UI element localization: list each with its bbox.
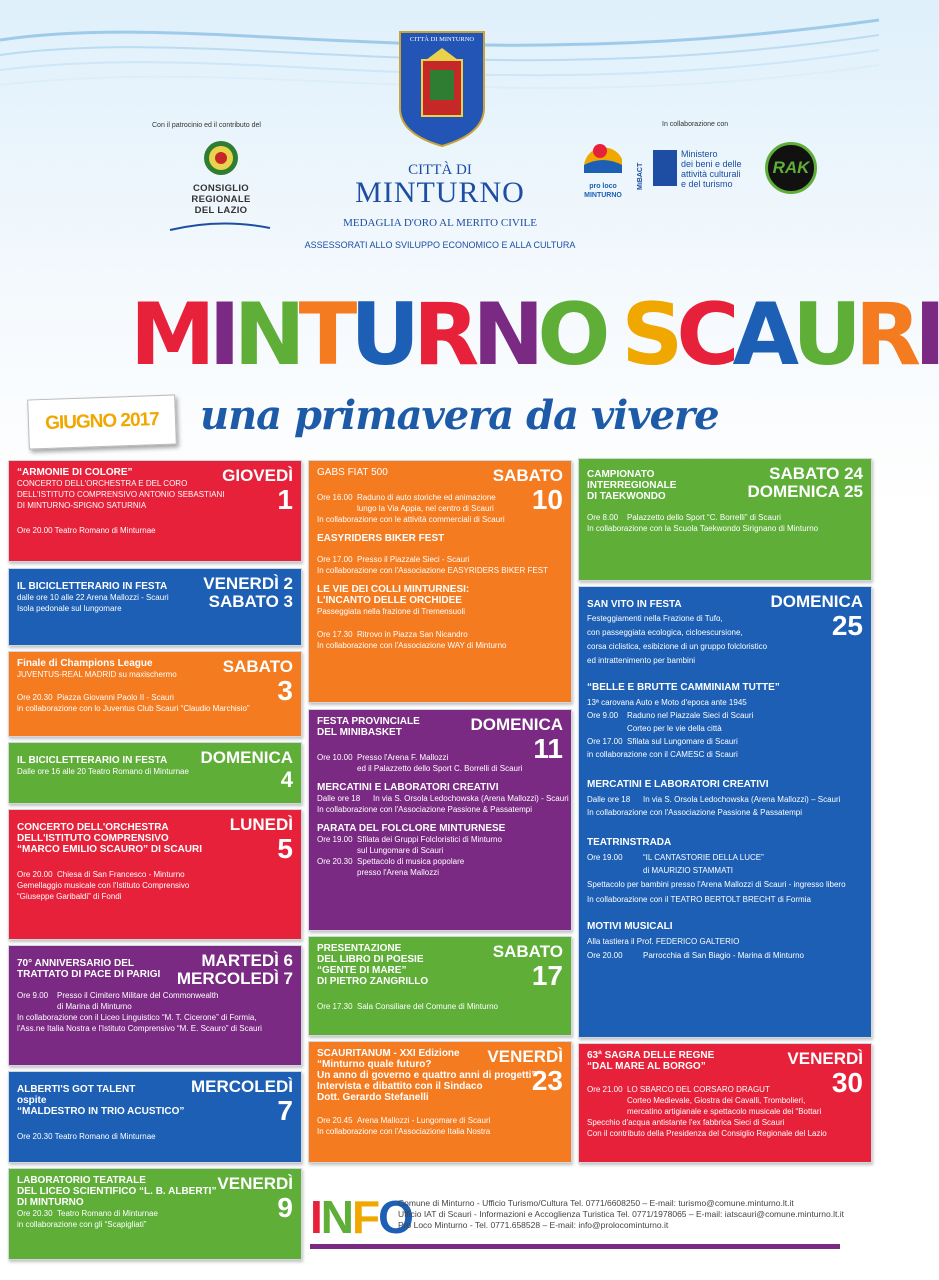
event-time: Ore 20.30 bbox=[17, 693, 53, 702]
event-time: Ore 10.00 bbox=[317, 753, 353, 762]
event-title: IL BICICLETTERARIO IN FESTA bbox=[17, 755, 168, 766]
crest-caption: CITTÀ DI MINTURNO bbox=[409, 36, 475, 43]
event-day bbox=[470, 716, 563, 764]
event-title: LABORATORIO TEATRALE bbox=[17, 1175, 146, 1186]
day-label: VENERDÌ bbox=[787, 1049, 863, 1068]
event-title: DELL'ISTITUTO COMPRENSIVO bbox=[17, 833, 169, 844]
day-label: DOMENICA 25 bbox=[747, 482, 863, 501]
proloco-text: pro loco MINTURNO bbox=[584, 183, 622, 199]
event-time: Ore 20.45 bbox=[317, 1116, 353, 1125]
event-card-11 bbox=[308, 709, 572, 931]
event-day bbox=[230, 816, 293, 864]
event-title: TRATTATO DI PACE DI PARIGI bbox=[17, 969, 161, 980]
event-day bbox=[222, 467, 293, 515]
info-line-2: Ufficio IAT di Scauri - Informazioni e Accoglienza Turistica Tel. 0771/1978065 – E-mail: iatscauri@comune.minturno.lt.it bbox=[398, 1209, 844, 1219]
collaboration-caption: In collaborazione con bbox=[662, 121, 729, 128]
event-text: Ore 20.00 Teatro Romano di Minturnae bbox=[17, 526, 156, 535]
event-title: EASYRIDERS BIKER FEST bbox=[317, 533, 445, 544]
event-title: GABS FIAT 500 bbox=[317, 467, 388, 478]
event-card-4 bbox=[8, 742, 302, 804]
event-time: Ore 8.00 bbox=[587, 513, 619, 522]
crest-shield-icon bbox=[396, 30, 488, 148]
event-title: Dott. Gerardo Stefanelli bbox=[317, 1092, 429, 1103]
day-number: 17 bbox=[531, 960, 563, 991]
event-time: Dalle ore 18 bbox=[317, 794, 361, 803]
event-card-5 bbox=[8, 809, 302, 940]
event-text: dalle ore 10 alle 22 Arena Mallozzi - Scauri bbox=[17, 593, 169, 602]
event-time: Ore 19.00 bbox=[587, 853, 623, 862]
title-letter: S bbox=[621, 285, 677, 385]
event-text: In collaborazione con l'Associazione EASYRIDERS BIKER FEST bbox=[317, 566, 548, 575]
title-letter: T bbox=[298, 285, 351, 385]
title-letter: C bbox=[676, 285, 733, 385]
event-day bbox=[177, 952, 293, 988]
city-name: MINTURNO bbox=[355, 176, 525, 209]
day-number: 25 bbox=[831, 610, 863, 641]
event-title: ospite bbox=[17, 1095, 47, 1106]
event-title: 70° ANNIVERSARIO DEL bbox=[17, 958, 134, 969]
lazio-emblem-icon bbox=[190, 137, 252, 179]
event-text: DI MINTURNO-SPIGNO SATURNIA bbox=[17, 501, 147, 510]
event-time: Ore 20.00 bbox=[17, 870, 53, 879]
event-text: Passeggiata nella frazione di Tremensuoli bbox=[317, 607, 466, 616]
event-text: CONCERTO DELL'ORCHESTRA E DEL CORO bbox=[17, 479, 188, 488]
title-letter: M bbox=[130, 285, 209, 385]
title-letter: I bbox=[208, 285, 234, 385]
event-text: Parrocchia di San Biagio - Marina di Minturno bbox=[643, 951, 804, 960]
event-time: Ore 17.00 bbox=[317, 555, 353, 564]
event-text: Specchio d'acqua antistante l'ex fabbrica Sieci di Scauri bbox=[587, 1118, 785, 1127]
lazio-text-3: DEL LAZIO bbox=[194, 205, 248, 216]
title-letter: R bbox=[413, 285, 473, 385]
event-text: Raduno nel Piazzale Sieci di Scauri bbox=[627, 711, 754, 720]
event-text: sul Lungomare di Scauri bbox=[357, 846, 444, 855]
event-day bbox=[493, 943, 563, 991]
event-time: Ore 20.30 bbox=[17, 1209, 53, 1218]
event-text: In via S. Orsola Ledochowska (Arena Mallozzi) – Scauri bbox=[643, 795, 841, 804]
event-time: Ore 20.30 bbox=[317, 857, 353, 866]
event-text: Arena Mallozzi - Lungomare di Scauri bbox=[357, 1116, 491, 1125]
day-number: 1 bbox=[277, 484, 293, 515]
event-text: in collaborazione con gli “Scapigliati” bbox=[17, 1220, 147, 1229]
event-text: Gemellaggio musicale con l'Istituto Comprensivo bbox=[17, 881, 190, 890]
info-footer bbox=[310, 1192, 860, 1250]
day-number: 11 bbox=[533, 733, 563, 764]
lazio-text-1: CONSIGLIO bbox=[192, 183, 249, 194]
event-title: MOTIVI MUSICALI bbox=[587, 921, 673, 932]
event-title: LE VIE DEI COLLI MINTURNESI: bbox=[317, 584, 470, 595]
event-text: Presso il Piazzale Sieci - Scauri bbox=[357, 555, 470, 564]
event-text: Sala Consiliare del Comune di Minturno bbox=[357, 1002, 498, 1011]
mibact-text-3: attività culturali bbox=[681, 169, 741, 179]
day-label: LUNEDÌ bbox=[229, 815, 293, 834]
event-text: presso l'Arena Mallozzi bbox=[357, 868, 440, 877]
day-number: 9 bbox=[277, 1192, 293, 1223]
event-time: Ore 17.30 bbox=[317, 1002, 353, 1011]
event-title: MERCATINI E LABORATORI CREATIVI bbox=[587, 779, 769, 790]
event-title: Un anno di governo e quattro anni di progetti” bbox=[317, 1070, 537, 1081]
event-text: Chiesa di San Francesco - Minturno bbox=[57, 870, 185, 879]
event-title: “MARCO EMILIO SCAURO” DI SCAURI bbox=[17, 844, 202, 855]
event-text: Corteo Medievale, Giostra dei Cavalli, Trombolieri, bbox=[627, 1096, 806, 1105]
event-text: Presso l'Arena F. Mallozzi bbox=[357, 753, 449, 762]
title-letter: N bbox=[233, 285, 299, 385]
event-title: TEATRINSTRADA bbox=[587, 837, 672, 848]
event-text: l'Ass.ne Italia Nostra e l'Istituto Comprensivo “M. E. Scauro” di Scauri bbox=[17, 1024, 262, 1033]
day-label: MERCOLEDÌ bbox=[191, 1077, 293, 1096]
event-title: IL BICICLETTERARIO IN FESTA bbox=[17, 581, 168, 592]
event-day bbox=[217, 1175, 293, 1223]
info-label: INFO bbox=[310, 1191, 412, 1243]
event-text: Raduno di auto storiche ed animazione bbox=[357, 493, 496, 502]
event-time: Ore 17.30 bbox=[317, 630, 353, 639]
main-title bbox=[130, 280, 939, 390]
event-card-10 bbox=[308, 460, 572, 703]
title-letter: U bbox=[350, 285, 414, 385]
event-title: “Minturno quale futuro? bbox=[317, 1059, 432, 1070]
event-title: Intervista e dibattito con il Sindaco bbox=[317, 1081, 483, 1092]
title-letter: U bbox=[792, 285, 855, 385]
event-title: “GENTE DI MARE” bbox=[317, 965, 407, 976]
event-text: In collaborazione con il Liceo Linguistico “M. T. Cicerone” di Formia, bbox=[17, 1013, 257, 1022]
event-day bbox=[493, 467, 563, 515]
event-text: Ore 20.30 Teatro Romano di Minturnae bbox=[17, 1132, 156, 1141]
day-label: DOMENICA bbox=[200, 748, 293, 767]
lazio-logo bbox=[190, 137, 252, 179]
event-title: “MALDESTRO IN TRIO ACUSTICO” bbox=[17, 1106, 185, 1117]
mibact-text bbox=[681, 149, 742, 189]
day-label: SABATO 3 bbox=[208, 592, 293, 611]
day-number: 5 bbox=[277, 833, 293, 864]
event-text: In via S. Orsola Ledochowska (Arena Mallozzi) - Scauri bbox=[373, 794, 569, 803]
event-time: Ore 21.00 bbox=[587, 1085, 623, 1094]
day-label: MERCOLEDÌ 7 bbox=[176, 969, 293, 988]
mibact-abbr: MiBACT bbox=[637, 162, 644, 190]
event-day bbox=[223, 658, 293, 706]
event-day bbox=[747, 465, 863, 501]
event-title: MERCATINI E LABORATORI CREATIVI bbox=[317, 782, 499, 793]
day-label: GIOVEDÌ bbox=[222, 466, 293, 485]
event-text: Sfilata dei Gruppi Folcloristici di Minturno bbox=[357, 835, 502, 844]
mibact-text-4: e del turismo bbox=[681, 179, 733, 189]
event-text: In collaborazione con le attività commerciali di Scauri bbox=[317, 515, 505, 524]
info-line-3: Pro Loco Minturno - Tel. 0771.658528 – E-mail: info@prolocominturno.it bbox=[398, 1220, 669, 1230]
event-title: DEL MINIBASKET bbox=[317, 727, 402, 738]
title-letter: I bbox=[914, 285, 939, 385]
event-card-9 bbox=[8, 1168, 302, 1260]
event-title: CAMPIONATO bbox=[587, 469, 655, 480]
event-text: Spettacolo di musica popolare bbox=[357, 857, 465, 866]
event-text: Presso il Cimitero Militare del Commonwealth bbox=[57, 991, 219, 1000]
event-title: FESTA PROVINCIALE bbox=[317, 716, 420, 727]
event-card-1 bbox=[8, 460, 302, 562]
event-text: di Marina di Minturno bbox=[57, 1002, 132, 1011]
event-text: lungo la Via Appia, nel centro di Scauri bbox=[357, 504, 494, 513]
event-text: con passeggiata ecologica, cicloescursione, bbox=[587, 628, 743, 637]
event-text: di MAURIZIO STAMMATI bbox=[643, 866, 733, 875]
event-text: Alla tastiera il Prof. FEDERICO GALTERIO bbox=[587, 937, 740, 946]
info-line-1: Comune di Minturno - Ufficio Turismo/Cultura Tel. 0771/6608250 – E-mail: turismo@comune.minturno.lt.it bbox=[398, 1198, 794, 1208]
event-text: Dalle ore 16 alle 20 Teatro Romano di Minturnae bbox=[17, 767, 189, 776]
event-title: PARATA DEL FOLCLORE MINTURNESE bbox=[317, 823, 506, 834]
mibact-emblem-icon bbox=[653, 150, 677, 186]
event-text: 13ª carovana Auto e Moto d'epoca ante 1945 bbox=[587, 698, 747, 707]
event-text: ed il Palazzetto dello Sport C. Borrelli di Scauri bbox=[357, 764, 523, 773]
event-day bbox=[770, 593, 863, 641]
day-number: 30 bbox=[831, 1067, 863, 1098]
day-number: 23 bbox=[531, 1065, 563, 1096]
event-text: Teatro Romano di Minturnae bbox=[57, 1209, 158, 1218]
event-title: L'INCANTO DELLE ORCHIDEE bbox=[317, 595, 462, 606]
event-time: Ore 19.00 bbox=[317, 835, 353, 844]
lazio-text-2: REGIONALE bbox=[191, 194, 251, 205]
event-time: Ore 9.00 bbox=[587, 711, 619, 720]
event-text: In collaborazione con il TEATRO BERTOLT BRECHT di Formia bbox=[587, 895, 811, 904]
day-label: SABATO 24 bbox=[769, 464, 863, 483]
day-label: DOMENICA bbox=[770, 592, 863, 611]
event-text: Palazzetto dello Sport “C. Borrelli” di Scauri bbox=[627, 513, 781, 522]
day-label: VENERDÌ bbox=[487, 1047, 563, 1066]
title-letter: N bbox=[472, 285, 538, 385]
rak-logo: RAK bbox=[765, 142, 817, 194]
city-departments: ASSESSORATI ALLO SVILUPPO ECONOMICO E ALLA CULTURA bbox=[304, 240, 576, 250]
event-text: In collaborazione con l'Associazione Passione & Passatempi bbox=[587, 808, 802, 817]
event-text: corsa ciclistica, esibizione di un gruppo folcloristico bbox=[587, 642, 768, 651]
event-title: INTERREGIONALE bbox=[587, 480, 677, 491]
event-card-30 bbox=[578, 1043, 872, 1163]
event-title: “DAL MARE AL BORGO” bbox=[587, 1061, 706, 1072]
day-label: VENERDÌ 2 bbox=[203, 574, 293, 593]
event-title: DI MINTURNO bbox=[17, 1197, 84, 1208]
event-text: mercatino artigianale e spettacolo musicale dei “Bottari bbox=[627, 1107, 822, 1116]
event-title: DEL LIBRO DI POESIE bbox=[317, 954, 424, 965]
event-day bbox=[487, 1048, 563, 1096]
event-title: Finale di Champions League bbox=[17, 658, 153, 669]
event-time: Ore 16.00 bbox=[317, 493, 353, 502]
event-text: In collaborazione con l'Associazione Italia Nostra bbox=[317, 1127, 491, 1136]
day-number: 3 bbox=[277, 675, 293, 706]
event-time: Ore 17.00 bbox=[587, 737, 623, 746]
event-title: DI PIETRO ZANGRILLO bbox=[317, 976, 429, 987]
proloco-logo bbox=[578, 135, 628, 199]
event-title: “BELLE E BRUTTE CAMMINIAM TUTTE” bbox=[587, 682, 780, 693]
event-card-7 bbox=[8, 1071, 302, 1163]
event-title: DEL LICEO SCIENTIFICO “L. B. ALBERTI” bbox=[17, 1186, 217, 1197]
event-day bbox=[203, 575, 293, 611]
event-text: JUVENTUS-REAL MADRID su maxischermo bbox=[17, 670, 177, 679]
event-time: Ore 9.00 bbox=[17, 991, 49, 1000]
event-time: Dalle ore 18 bbox=[587, 795, 631, 804]
title-letter: R bbox=[854, 285, 915, 385]
event-card-23 bbox=[308, 1041, 572, 1163]
event-text: Piazza Giovanni Paolo II - Scauri bbox=[57, 693, 174, 702]
event-text: ed intrattenimento per bambini bbox=[587, 656, 696, 665]
event-text: “IL CANTASTORIE DELLA LUCE” bbox=[643, 853, 764, 862]
event-title: SAN VITO IN FESTA bbox=[587, 599, 682, 610]
event-card-6 bbox=[8, 945, 302, 1066]
city-line-1: CITTÀ DI bbox=[408, 162, 472, 178]
event-time: Ore 20.00 bbox=[587, 951, 623, 960]
city-medal: MEDAGLIA D'ORO AL MERITO CIVILE bbox=[343, 217, 537, 229]
mibact-text-1: Ministero bbox=[681, 149, 718, 159]
lazio-swoosh bbox=[168, 220, 272, 232]
event-day bbox=[200, 749, 293, 793]
day-label: SABATO bbox=[492, 942, 563, 961]
event-text: in collaborazione con lo Juventus Club Scauri “Claudio Marchisio” bbox=[17, 704, 250, 713]
event-title: CONCERTO DELL'ORCHESTRA bbox=[17, 822, 169, 833]
event-day bbox=[191, 1078, 293, 1126]
event-text: In collaborazione con l'Associazione Passione & Passatempi bbox=[317, 805, 532, 814]
event-text: “Giuseppe Garibaldi” di Fondi bbox=[17, 892, 122, 901]
event-card-24 bbox=[578, 458, 872, 581]
event-text: Ritrovo in Piazza San Nicandro bbox=[357, 630, 468, 639]
day-number: 10 bbox=[531, 484, 563, 515]
event-text: Sfilata sul Lungomare di Scauri bbox=[627, 737, 738, 746]
patronage-caption: Con il patrocinio ed il contributo del bbox=[152, 122, 261, 129]
event-title: ALBERTI'S GOT TALENT bbox=[17, 1084, 136, 1095]
title-letter: A bbox=[732, 285, 793, 385]
day-number: 7 bbox=[277, 1095, 293, 1126]
event-text: Festeggiamenti nella Frazione di Tufo, bbox=[587, 614, 723, 623]
day-label: VENERDÌ bbox=[217, 1174, 293, 1193]
day-label: DOMENICA bbox=[470, 715, 563, 734]
event-text: In collaborazione con l'Associazione WAY di Minturno bbox=[317, 641, 507, 650]
event-title: DI TAEKWONDO bbox=[587, 491, 666, 502]
day-number: 4 bbox=[280, 767, 293, 792]
event-text: Isola pedonale sul lungomare bbox=[17, 604, 122, 613]
event-text: DELL'ISTITUTO COMPRENSIVO ANTONIO SEBASTIANI bbox=[17, 490, 225, 499]
proloco-icon bbox=[578, 135, 628, 177]
city-crest bbox=[396, 30, 488, 148]
title-letter: O bbox=[537, 285, 604, 385]
event-title: 63ª SAGRA DELLE REGNE bbox=[587, 1050, 715, 1061]
event-title: PRESENTAZIONE bbox=[317, 943, 402, 954]
event-text: in collaborazione con il CAMESC di Scauri bbox=[587, 750, 738, 759]
event-text: Con il contributo della Presidenza del Consiglio Regionale del Lazio bbox=[587, 1129, 827, 1138]
event-card-3 bbox=[8, 651, 302, 737]
event-text: LO SBARCO DEL CORSARO DRAGUT bbox=[627, 1085, 770, 1094]
event-card-25 bbox=[578, 586, 872, 1038]
day-label: SABATO bbox=[492, 466, 563, 485]
event-title: “ARMONIE DI COLORE” bbox=[17, 467, 133, 478]
mibact-text-2: dei beni e delle bbox=[681, 159, 742, 169]
event-text: Corteo per le vie della città bbox=[627, 724, 722, 733]
day-label: SABATO bbox=[222, 657, 293, 676]
month-badge: GIUGNO 2017 bbox=[27, 394, 177, 449]
event-text: Spettacolo per bambini presso l'Arena Mallozzi di Scauri - ingresso libero bbox=[587, 880, 846, 889]
info-divider bbox=[310, 1244, 840, 1249]
day-label: MARTEDÌ 6 bbox=[201, 951, 293, 970]
event-card-2 bbox=[8, 568, 302, 646]
event-day bbox=[787, 1050, 863, 1098]
subtitle: una primavera da vivere bbox=[200, 392, 719, 439]
event-text: In collaborazione con la Scuola Taekwondo Sirignano di Minturno bbox=[587, 524, 819, 533]
event-card-17 bbox=[308, 936, 572, 1036]
event-title: SCAURITANUM - XXI Edizione bbox=[317, 1048, 460, 1059]
